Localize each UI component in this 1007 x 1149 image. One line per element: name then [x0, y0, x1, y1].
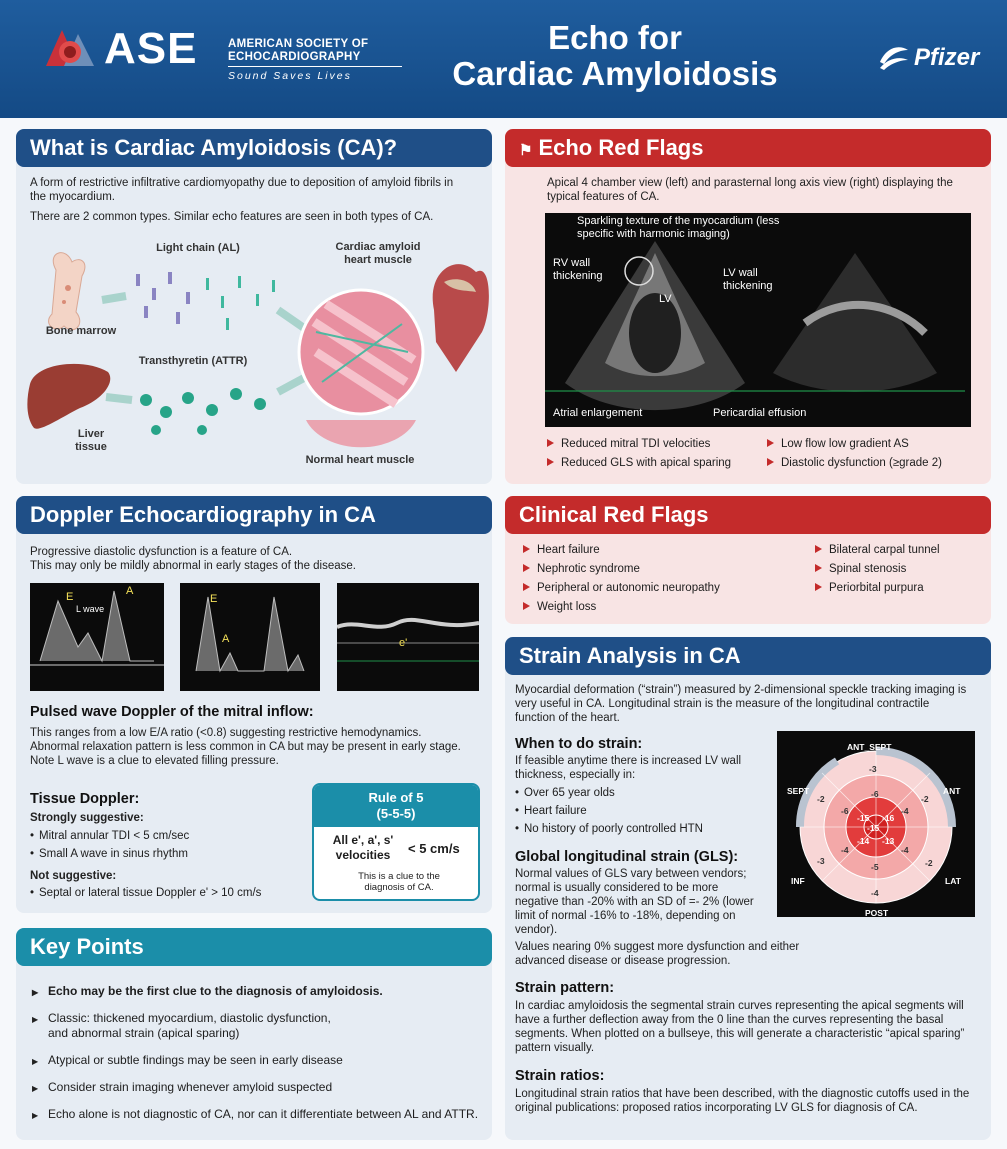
echo-red-flags-intro: Apical 4 chamber view (left) and parasternal long axis view (right) displaying the typical features of CA.: [547, 177, 953, 203]
key-points-panel: [16, 928, 492, 1140]
label-normal-muscle: Normal heart muscle: [305, 454, 415, 466]
pw-doppler-title: Pulsed wave Doppler of the mitral inflow:: [30, 704, 314, 720]
strain-ratios-title: Strain ratios:: [515, 1068, 605, 1084]
bullseye-basal-value: -2: [925, 858, 933, 868]
bullseye-apex-value: -15: [867, 823, 880, 833]
label-liver: Liver tissue: [75, 428, 107, 453]
label-e-prime: e': [399, 637, 408, 649]
what-is-ca-panel: [16, 129, 492, 484]
echo-fan-illustration: [545, 213, 971, 427]
rule-note: This is a clue to the diagnosis of CA.: [358, 871, 440, 893]
list-item: ▶ Echo alone is not diagnostic of CA, nor can it differentiate between AL and ATTR.: [32, 1107, 482, 1122]
list-item: ▶ Consider strain imaging whenever amyloid suspected: [32, 1080, 482, 1095]
when-to-do-strain-title: When to do strain:: [515, 736, 643, 752]
label-a-wave-2: A: [222, 633, 230, 645]
bullseye-label-post: POST: [865, 908, 889, 918]
not-suggestive-list: [30, 884, 320, 902]
clinical-red-flags-heading: Clinical Red Flags: [505, 496, 991, 534]
doppler-waveform-2: [180, 583, 320, 691]
anno-atrial: Atrial enlargement: [553, 407, 643, 419]
apical-parasternal-echo-image: [545, 213, 971, 427]
rule-left-text: All e', a', s' velocities: [332, 833, 394, 862]
bullseye-apical-value: -13: [882, 836, 895, 846]
ase-tagline: Sound Saves Lives: [228, 70, 352, 82]
label-a-wave: A: [126, 585, 134, 597]
strain-ratios-text: Longitudinal strain ratios that have been described, with the diagnostic cutoffs used in the original publications: proposed ratios incorporating LV GLS for diagnosis of CA.: [515, 1088, 970, 1114]
doppler-panel: [16, 496, 492, 913]
key-points-heading: Key Points: [16, 928, 492, 966]
doppler-intro-2: This may only be mildly abnormal in early stages of the disease.: [30, 560, 356, 572]
bullseye-basal-value: -4: [871, 888, 879, 898]
fibril-particles: [206, 276, 275, 330]
bullseye-basal-value: -3: [817, 856, 825, 866]
anno-rv-wall: RV wall thickening: [553, 257, 603, 282]
rule-right-text: < 5 cm/s: [408, 841, 460, 856]
strain-intro: Myocardial deformation (“strain”) measured by 2-dimensional speckle tracking imaging is very useful in CA. Longitudinal strain is the measure of the longitudinal contractile function of the heart.: [515, 684, 967, 724]
bone-marrow-illustration: [49, 253, 85, 330]
ase-org-name: [228, 38, 368, 64]
pfizer-pill-icon: [876, 40, 912, 76]
bullseye-basal-value: -2: [921, 794, 929, 804]
ase-logo: [42, 24, 372, 90]
key-points-list: [32, 984, 482, 1134]
rule-of-5-box: [312, 783, 480, 901]
what-is-ca-types: There are 2 common types. Similar echo features are seen in both types of CA.: [30, 211, 434, 223]
org-name-line-1: AMERICAN SOCIETY OF: [228, 38, 369, 50]
flag-icon: ⚑: [519, 142, 533, 159]
label-transthyretin: Transthyretin (ATTR): [138, 355, 248, 367]
bullseye-label-sept: SEPT: [787, 786, 810, 796]
logo-divider: [228, 66, 402, 67]
pfizer-logo: [876, 38, 986, 78]
strain-pattern-title: Strain pattern:: [515, 980, 615, 996]
label-light-chain: Light chain (AL): [156, 242, 240, 254]
what-is-ca-definition: A form of restrictive infiltrative cardiomyopathy due to deposition of amyloid fibrils in the myocardium.: [30, 177, 454, 203]
rule-title-1: Rule of 5: [368, 790, 424, 805]
strongly-suggestive-label: Strongly suggestive:: [30, 812, 144, 824]
bullseye-label-lat: LAT: [945, 876, 961, 886]
transthyretin-particles: [140, 388, 266, 435]
amyloid-muscle-circle: [299, 290, 423, 414]
strongly-suggestive-list: [30, 827, 300, 863]
clinical-flags-list-right: [815, 541, 985, 598]
list-item: Reduced mitral TDI velocities: [547, 435, 757, 454]
ase-abbr: ASE: [104, 24, 198, 73]
page-title: [400, 20, 830, 92]
doppler-heading: Doppler Echocardiography in CA: [16, 496, 492, 534]
gls-text-2: Values nearing 0% suggest more dysfunction and either advanced disease or disease progression.: [515, 941, 800, 967]
pw-doppler-image-2: [180, 583, 320, 691]
list-item: • Mitral annular TDI < 5 cm/sec: [30, 827, 300, 845]
bullseye-label-ant: ANT: [943, 786, 961, 796]
list-item: • Over 65 year olds: [515, 784, 765, 802]
liver-illustration: [27, 364, 110, 429]
when-to-do-strain-text: If feasible anytime there is increased LV wall thickness, especially in:: [515, 755, 742, 781]
tissue-doppler-image: [337, 583, 479, 691]
when-to-do-strain-list: [515, 784, 765, 838]
normal-muscle-circle: [306, 420, 416, 447]
list-item: Nephrotic syndrome: [523, 560, 793, 579]
bullseye-apical-value: -16: [882, 813, 895, 823]
pw-doppler-text: This ranges from a low E/A ratio (<0.8) suggesting restrictive hemodynamics. Abnormal relaxation pattern is less common in CA but may be present in early stage. Note L wave is a clue to elevated filling pressure.: [30, 727, 461, 767]
list-item: Reduced GLS with apical sparing: [547, 454, 757, 473]
pfizer-wordmark: Pfizer: [914, 44, 980, 71]
title-line-1: Echo for: [548, 19, 682, 56]
list-item: Periorbital purpura: [815, 579, 985, 598]
echo-flags-list-right: [767, 435, 977, 473]
bullseye-mid-value: -4: [901, 806, 909, 816]
list-item: ▶ Classic: thickened myocardium, diastolic dysfunction, and abnormal strain (apical sparing): [32, 1011, 352, 1041]
anno-pericardial: Pericardial effusion: [713, 407, 807, 419]
list-item: Diastolic dysfunction (≥grade 2): [767, 454, 977, 473]
gls-text: Normal values of GLS vary between vendors; normal is usually considered to be more negative than -20% with an SD of =- 2% (lower limit of normal -16% to -18%, depending on vendor).: [515, 868, 754, 936]
strain-heading: Strain Analysis in CA: [505, 637, 991, 675]
heart-illustration: [433, 264, 489, 372]
list-item: • No history of poorly controlled HTN: [515, 820, 765, 838]
bullseye-mid-value: -4: [901, 845, 909, 855]
list-item: Low flow low gradient AS: [767, 435, 977, 454]
ase-heart-logo-icon: [42, 26, 98, 72]
rule-title-2: (5-5-5): [376, 806, 416, 821]
label-e-wave: E: [66, 591, 74, 603]
org-name-line-2: ECHOCARDIOGRAPHY: [228, 51, 361, 63]
doppler-waveform-1: [30, 583, 164, 691]
list-item: Bilateral carpal tunnel: [815, 541, 985, 560]
bullseye-basal-value: -3: [869, 764, 877, 774]
list-item: Peripheral or autonomic neuropathy: [523, 579, 793, 598]
rule-of-5-header: [314, 785, 478, 827]
page-header: [0, 0, 1007, 118]
list-item: Heart failure: [523, 541, 793, 560]
list-item: • Septal or lateral tissue Doppler e' > 10 cm/s: [30, 884, 320, 902]
list-item: Weight loss: [523, 598, 793, 617]
bullseye-mid-value: -6: [841, 806, 849, 816]
bullseye-mid-value: -5: [871, 862, 879, 872]
anno-lv-wall: LV wall thickening: [723, 267, 773, 292]
label-cardiac-amyloid: Cardiac amyloid heart muscle: [335, 241, 421, 266]
gls-title: Global longitudinal strain (GLS):: [515, 849, 739, 865]
anno-lv: LV: [659, 293, 672, 305]
bullseye-plot: [777, 731, 975, 917]
bullseye-mid-value: -6: [871, 789, 879, 799]
doppler-intro-1: Progressive diastolic dysfunction is a feature of CA.: [30, 546, 293, 558]
bullseye-basal-value: -2: [817, 794, 825, 804]
tdi-waveform: [337, 583, 479, 691]
echo-red-flags-title: Echo Red Flags: [538, 135, 704, 160]
bullseye-label-inf: INF: [791, 876, 805, 886]
echo-red-flags-panel: [505, 129, 991, 484]
label-l-wave: L wave: [76, 604, 105, 614]
strain-pattern-text: In cardiac amyloidosis the segmental strain curves representing the apical segments will have a further deflection away from the 0 line than the curves representing the basal segments. When plotted on a bullseye, this will generate a characteristic “apical sparing” pattern visually.: [515, 1000, 965, 1054]
not-suggestive-label: Not suggestive:: [30, 870, 117, 882]
list-item: ▶ Atypical or subtle findings may be seen in early disease: [32, 1053, 482, 1068]
list-item: Spinal stenosis: [815, 560, 985, 579]
what-is-ca-heading: What is Cardiac Amyloidosis (CA)?: [16, 129, 492, 167]
title-line-2: Cardiac Amyloidosis: [452, 55, 778, 92]
bullseye-mid-value: -4: [841, 845, 849, 855]
strain-panel: [505, 637, 991, 1140]
pw-doppler-image-1: [30, 583, 164, 691]
label-e-wave-2: E: [210, 593, 218, 605]
list-item: • Small A wave in sinus rhythm: [30, 845, 300, 863]
bullseye-label-ant-sept: ANT_SEPT: [847, 742, 892, 752]
echo-red-flags-heading: [505, 129, 991, 167]
tissue-doppler-title: Tissue Doppler:: [30, 791, 140, 807]
clinical-flags-list-left: [523, 541, 793, 617]
list-item: • Heart failure: [515, 802, 765, 820]
anno-sparkling: Sparkling texture of the myocardium (less specific with harmonic imaging): [577, 215, 780, 240]
list-item: ▶ Echo may be the first clue to the diagnosis of amyloidosis.: [32, 984, 482, 999]
clinical-red-flags-panel: [505, 496, 991, 624]
bullseye-apical-value: -14: [857, 836, 870, 846]
light-chain-particles: [136, 272, 190, 324]
echo-flags-list-left: [547, 435, 757, 473]
bullseye-apical-value: -15: [857, 813, 870, 823]
label-bone-marrow: Bone marrow: [45, 325, 117, 337]
